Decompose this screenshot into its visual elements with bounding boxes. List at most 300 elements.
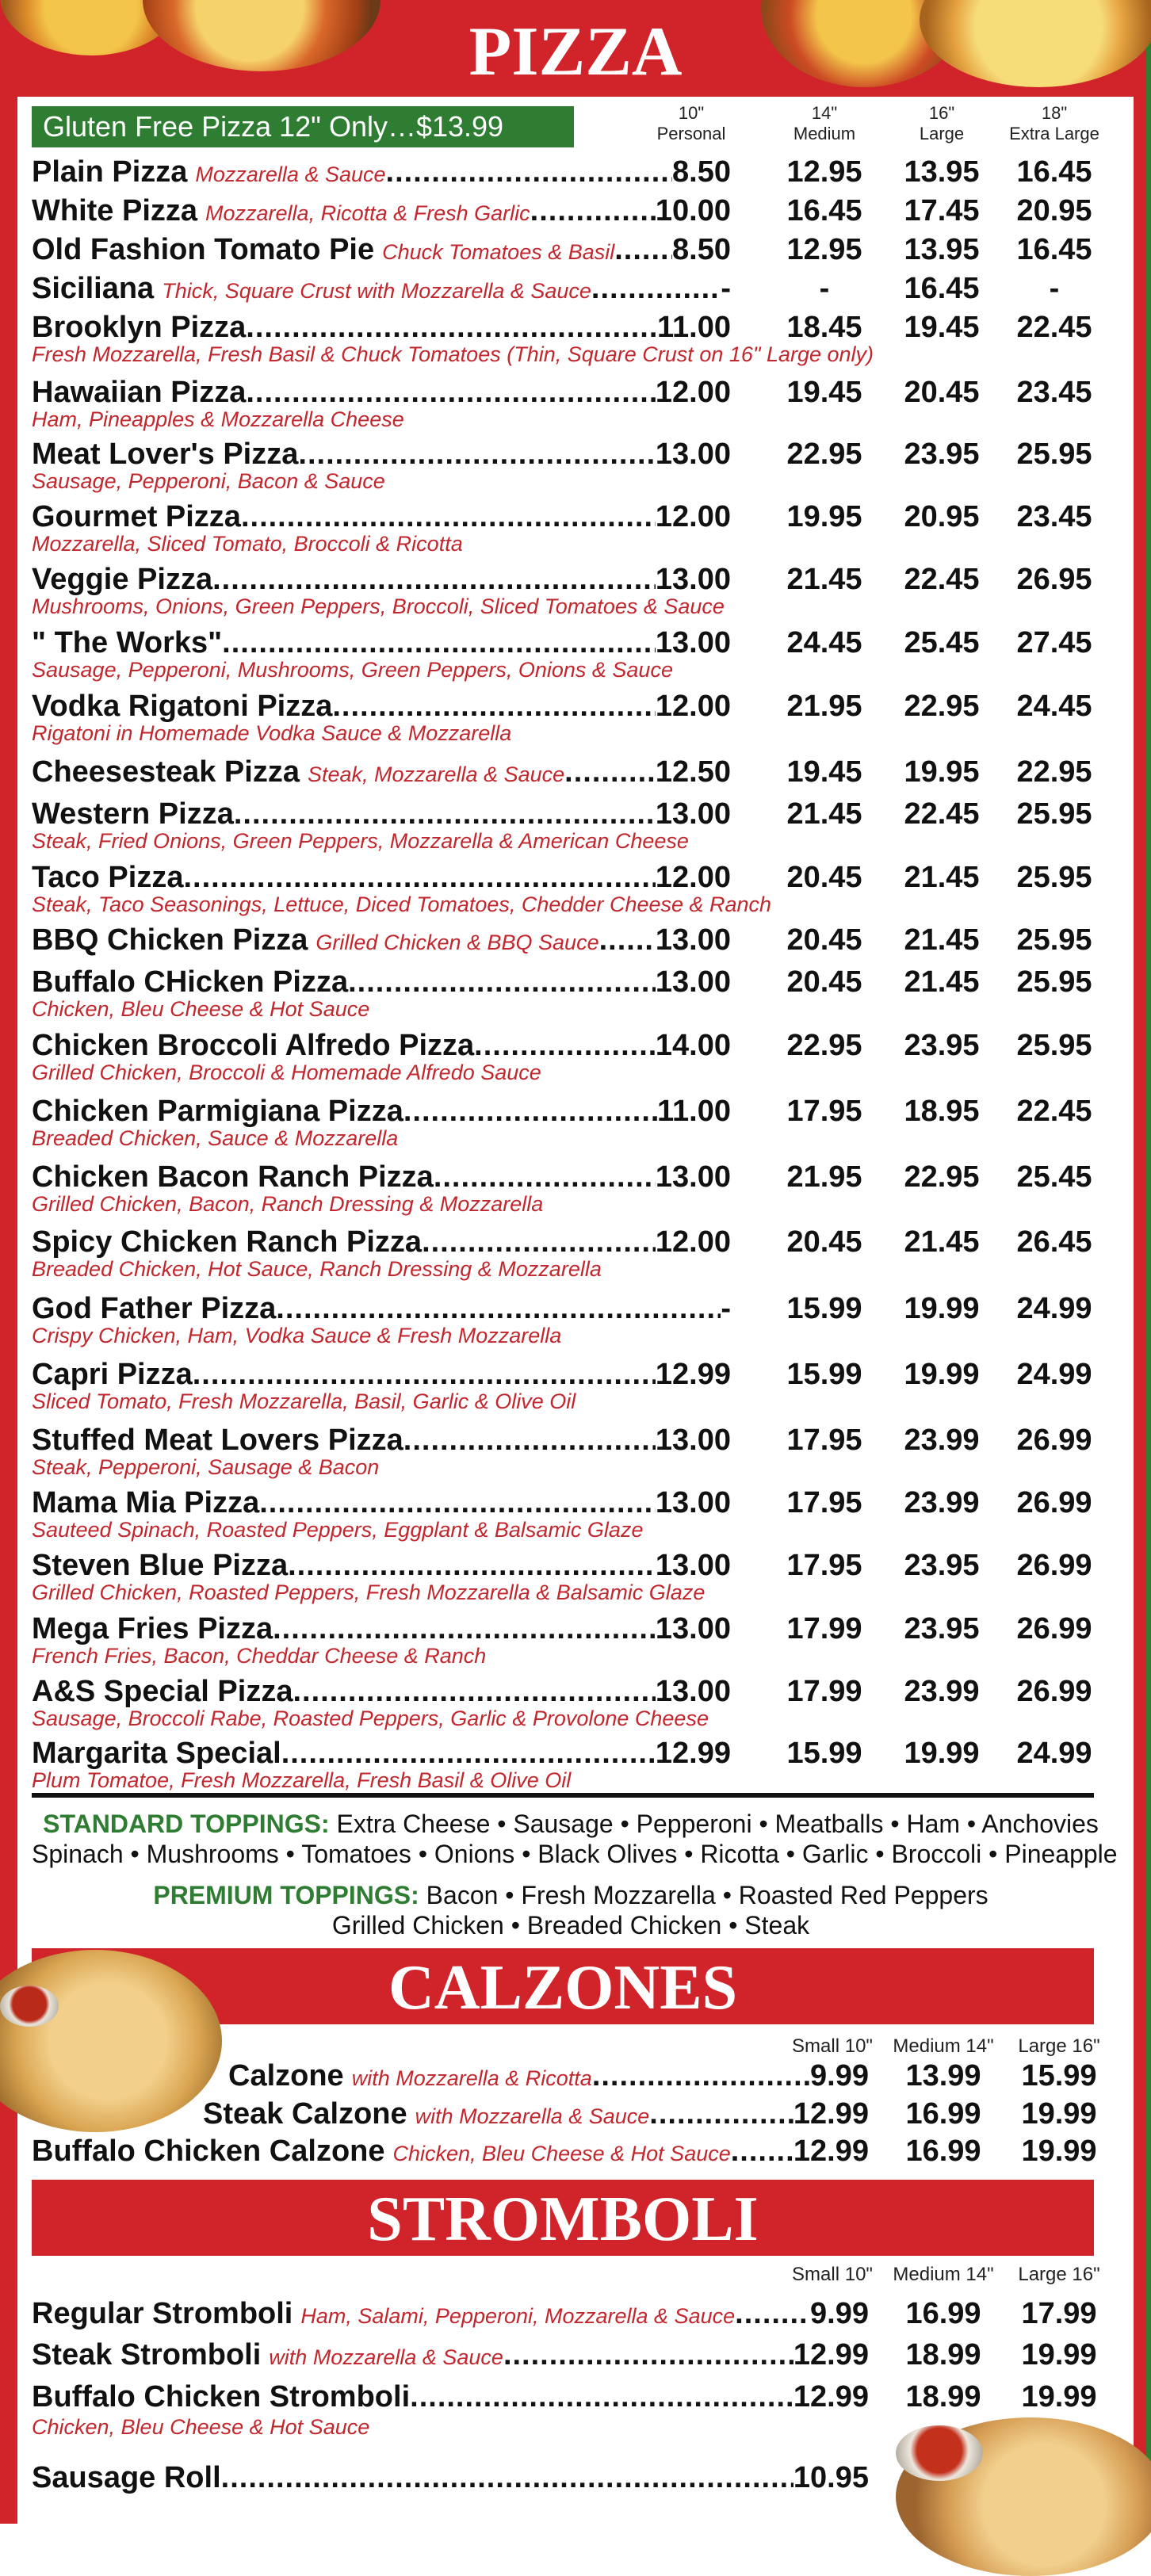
- menu-item-line: [32, 1486, 731, 1519]
- price-personal: 13.00: [655, 1675, 731, 1708]
- menu-item-line: [32, 797, 731, 831]
- price-personal: 13.00: [655, 1424, 731, 1457]
- price-medium: 15.99: [786, 1358, 862, 1391]
- price-medium: 22.95: [786, 438, 862, 471]
- menu-item-line: [32, 2380, 869, 2414]
- menu-item-line: [32, 861, 731, 894]
- price-large: 20.95: [904, 500, 980, 533]
- menu-item-name: White Pizza: [32, 194, 198, 227]
- menu-item-description: Grilled Chicken & BBQ Sauce: [315, 931, 599, 954]
- menu-item-line: [32, 1225, 731, 1259]
- price-large: 23.95: [904, 438, 980, 471]
- price-extra-large: 24.45: [1016, 690, 1092, 723]
- menu-item-description: Sauteed Spinach, Roasted Peppers, Eggplant & Balsamic Glaze: [32, 1518, 644, 1542]
- dot-leader: [222, 626, 656, 659]
- price-personal: 12.00: [655, 1225, 731, 1259]
- price-small: 12.99: [793, 2380, 869, 2414]
- menu-item-name: Sausage Roll: [32, 2461, 221, 2494]
- price-large: 15.99: [1021, 2059, 1097, 2093]
- menu-item-name: Steak Calzone: [203, 2097, 407, 2131]
- menu-item-description: Sausage, Broccoli Rabe, Roasted Peppers, Garlic & Provolone Cheese: [32, 1707, 709, 1730]
- price-medium: 19.45: [786, 755, 862, 789]
- menu-item-description: Chuck Tomatoes & Basil: [382, 240, 615, 264]
- menu-item-description: Ham, Salami, Pepperoni, Mozzarella & Sauce: [300, 2304, 736, 2328]
- price-large: 19.99: [1021, 2097, 1097, 2131]
- menu-item-name: Hawaiian Pizza: [32, 376, 247, 409]
- dot-leader: [234, 797, 656, 831]
- menu-item-name: Veggie Pizza: [32, 563, 213, 596]
- dot-leader: [614, 233, 672, 266]
- price-large: 19.45: [904, 311, 980, 344]
- menu-item-row: [32, 626, 1110, 659]
- price-large: 17.45: [904, 194, 980, 227]
- menu-item-name: Mega Fries Pizza: [32, 1612, 273, 1645]
- dot-leader: [212, 563, 656, 596]
- menu-item-line: [32, 233, 731, 266]
- dot-leader: [293, 1675, 655, 1708]
- price-large: 21.45: [904, 965, 980, 999]
- price-large: 19.99: [1021, 2338, 1097, 2372]
- dot-leader: [259, 1486, 656, 1519]
- size-label: Large: [919, 124, 965, 143]
- menu-item-name: Plain Pizza: [32, 155, 188, 189]
- price-small: 9.99: [810, 2297, 869, 2330]
- dot-leader: [276, 1292, 721, 1325]
- price-large: 22.95: [904, 690, 980, 723]
- price-extra-large: 25.45: [1016, 1160, 1092, 1194]
- menu-item-description: Rigatoni in Homemade Vodka Sauce & Mozzarella: [32, 721, 512, 745]
- standard-toppings: [32, 1809, 1110, 1839]
- size-inches: 18": [1041, 103, 1068, 123]
- menu-item-description: Chicken, Bleu Cheese & Hot Sauce: [392, 2142, 731, 2165]
- menu-item-name: Meat Lover's Pizza: [32, 438, 299, 471]
- menu-item-line: [32, 1029, 731, 1062]
- menu-item-row: [32, 690, 1110, 723]
- price-large: 23.99: [904, 1424, 980, 1457]
- price-medium: 17.95: [786, 1095, 862, 1128]
- menu-item-name: Taco Pizza: [32, 861, 184, 894]
- price-personal: 12.00: [655, 500, 731, 533]
- price-medium: 17.99: [786, 1675, 862, 1708]
- menu-item-name: Old Fashion Tomato Pie: [32, 233, 375, 266]
- dot-leader: [649, 2097, 793, 2131]
- price-personal: 13.00: [655, 1160, 731, 1194]
- menu-item-line: [32, 563, 731, 596]
- size-column-header: [761, 103, 888, 144]
- menu-item-line: [32, 194, 731, 227]
- dot-leader: [591, 272, 721, 305]
- price-large: 21.45: [904, 923, 980, 957]
- dot-leader: [564, 755, 656, 789]
- menu-item-line: [32, 1292, 731, 1325]
- price-personal: 12.00: [655, 861, 731, 894]
- price-large: 25.45: [904, 626, 980, 659]
- menu-item-line: [32, 1095, 731, 1128]
- menu-item-name: Western Pizza: [32, 797, 234, 831]
- menu-item-description: Chicken, Bleu Cheese & Hot Sauce: [32, 2415, 370, 2439]
- price-personal: 12.99: [655, 1358, 731, 1391]
- price-personal: 12.00: [655, 376, 731, 409]
- menu-item-description: Breaded Chicken, Hot Sauce, Ranch Dressing & Mozzarella: [32, 1257, 602, 1281]
- price-extra-large: 23.45: [1016, 500, 1092, 533]
- menu-item-line: [32, 311, 731, 344]
- section-divider: [32, 1793, 1094, 1798]
- dot-leader: [246, 311, 657, 344]
- menu-item-line: [32, 690, 731, 723]
- price-medium: 15.99: [786, 1737, 862, 1770]
- menu-item-line: [32, 1358, 731, 1391]
- price-personal: 13.00: [655, 1612, 731, 1645]
- price-personal: 13.00: [655, 563, 731, 596]
- menu-item-line: [32, 1160, 731, 1194]
- price-personal: 13.00: [655, 965, 731, 999]
- menu-item-line: [32, 155, 731, 189]
- menu-item-line: [203, 2097, 869, 2131]
- premium-toppings-list: Bacon • Fresh Mozzarella • Roasted Red Peppers: [426, 1881, 988, 1909]
- dot-leader: [410, 2380, 793, 2414]
- menu-item-description: Mozzarella, Ricotta & Fresh Garlic: [205, 201, 530, 225]
- menu-item-name: Gourmet Pizza: [32, 500, 241, 533]
- menu-item-row: [32, 155, 1110, 189]
- price-large: 19.99: [1021, 2135, 1097, 2168]
- price-medium: 21.95: [786, 690, 862, 723]
- price-personal: 11.00: [657, 311, 731, 344]
- size-column-header: [878, 103, 1005, 144]
- menu-item-row: [32, 1225, 1110, 1259]
- price-medium: 18.99: [905, 2338, 981, 2372]
- price-extra-large: 16.45: [1016, 233, 1092, 266]
- dot-leader: [474, 1029, 656, 1062]
- menu-item-row: [0, 2097, 1151, 2131]
- menu-item-line: [32, 500, 731, 533]
- dot-leader: [288, 1549, 656, 1582]
- size-inches: 10": [678, 103, 705, 123]
- price-small: 12.99: [793, 2135, 869, 2168]
- menu-item-description: Sliced Tomato, Fresh Mozzarella, Basil, Garlic & Olive Oil: [32, 1389, 576, 1413]
- size-column-header: [628, 103, 755, 144]
- price-extra-large: 27.45: [1016, 626, 1092, 659]
- dot-leader: [434, 1160, 656, 1194]
- menu-item-row: [32, 1675, 1110, 1708]
- menu-item-row: [32, 1358, 1110, 1391]
- price-medium: 17.95: [786, 1424, 862, 1457]
- menu-item-description: with Mozzarella & Sauce: [269, 2345, 503, 2369]
- price-extra-large: 26.99: [1016, 1675, 1092, 1708]
- menu-item-description: with Mozzarella & Ricotta: [351, 2066, 592, 2090]
- menu-item-row: [32, 1549, 1110, 1582]
- menu-item-row: [32, 233, 1110, 266]
- menu-item-name: Margarita Special: [32, 1737, 281, 1770]
- calzones-title: CALZONES: [388, 1953, 738, 2023]
- menu-item-name: Calzone: [228, 2059, 344, 2093]
- stromboli-title: STROMBOLI: [367, 2184, 759, 2254]
- price-medium: 19.95: [786, 500, 862, 533]
- premium-toppings-line2: Grilled Chicken • Breaded Chicken • Steak: [331, 1911, 810, 1940]
- price-large: 23.95: [904, 1549, 980, 1582]
- stromboli-banner: [32, 2180, 1094, 2256]
- price-large: 22.95: [904, 1160, 980, 1194]
- dot-leader: [403, 1095, 657, 1128]
- menu-item-name: " The Works": [32, 626, 223, 659]
- dot-leader: [599, 923, 656, 957]
- gluten-free-note: Gluten Free Pizza 12" Only…$13.99: [32, 106, 574, 147]
- menu-item-row: [32, 797, 1110, 831]
- sauce-cup-photo: [0, 1986, 59, 2027]
- menu-item-description: Steak, Fried Onions, Green Peppers, Mozzarella & American Cheese: [32, 829, 689, 853]
- menu-item-line: [32, 755, 731, 789]
- price-medium: 13.99: [905, 2059, 981, 2093]
- menu-item-row: [32, 272, 1110, 305]
- standard-toppings-line2: Spinach • Mushrooms • Tomatoes • Onions • Black Olives • Ricotta • Garlic • Broccoli • Pineapple: [32, 1840, 1118, 1868]
- price-large: 19.99: [904, 1292, 980, 1325]
- size-column-header: Large 16": [1018, 2035, 1100, 2057]
- menu-item-row: [32, 500, 1110, 533]
- menu-item-name: God Father Pizza: [32, 1292, 277, 1325]
- price-large: 19.99: [1021, 2380, 1097, 2414]
- dot-leader: [298, 438, 656, 471]
- dot-leader: [731, 2135, 793, 2168]
- price-personal: 8.50: [672, 233, 731, 266]
- price-large: 21.45: [904, 861, 980, 894]
- price-personal: 12.00: [655, 690, 731, 723]
- price-medium: 20.45: [786, 923, 862, 957]
- price-extra-large: 22.45: [1016, 311, 1092, 344]
- price-medium: 21.45: [786, 797, 862, 831]
- menu-item-name: A&S Special Pizza: [32, 1675, 293, 1708]
- price-personal: 13.00: [655, 438, 731, 471]
- dot-leader: [422, 1225, 656, 1259]
- menu-item-description: Sausage, Pepperoni, Mushrooms, Green Peppers, Onions & Sauce: [32, 658, 673, 682]
- menu-item-description: Mushrooms, Onions, Green Peppers, Broccoli, Sliced Tomatoes & Sauce: [32, 594, 725, 618]
- menu-item-name: Vodka Rigatoni Pizza: [32, 690, 333, 723]
- menu-item-line: [32, 965, 731, 999]
- price-medium: 17.99: [786, 1612, 862, 1645]
- size-label: Extra Large: [1009, 124, 1099, 143]
- menu-item-description: Breaded Chicken, Sauce & Mozzarella: [32, 1126, 399, 1150]
- price-medium: 15.99: [786, 1292, 862, 1325]
- size-column-header: Small 10": [792, 2264, 873, 2285]
- price-extra-large: 23.45: [1016, 376, 1092, 409]
- price-large: 20.45: [904, 376, 980, 409]
- price-large: 19.99: [904, 1358, 980, 1391]
- price-medium: 16.99: [905, 2297, 981, 2330]
- menu-item-line: [32, 272, 731, 305]
- price-extra-large: 24.99: [1016, 1358, 1092, 1391]
- menu-item-row: [32, 1486, 1110, 1519]
- price-medium: 16.99: [905, 2135, 981, 2168]
- menu-item-row: [0, 2135, 1151, 2168]
- price-medium: 12.95: [786, 233, 862, 266]
- menu-item-name: Steak Stromboli: [32, 2338, 262, 2372]
- menu-item-name: Capri Pizza: [32, 1358, 193, 1391]
- menu-item-row: [32, 1029, 1110, 1062]
- price-extra-large: 25.95: [1016, 965, 1092, 999]
- price-personal: 13.00: [655, 1486, 731, 1519]
- dot-leader: [530, 194, 656, 227]
- size-inches: 14": [811, 103, 838, 123]
- menu-item-row: [32, 861, 1110, 894]
- dot-leader: [241, 500, 656, 533]
- dot-leader: [193, 1358, 656, 1391]
- menu-item-row: [32, 755, 1110, 789]
- menu-item-description: with Mozzarella & Sauce: [415, 2104, 650, 2128]
- menu-item-row: [32, 1095, 1110, 1128]
- dot-leader: [735, 2297, 810, 2330]
- price-large: 23.99: [904, 1675, 980, 1708]
- menu-item-name: Chicken Parmigiana Pizza: [32, 1095, 403, 1128]
- premium-toppings-label: PREMIUM TOPPINGS:: [153, 1881, 419, 1909]
- price-extra-large: 24.99: [1016, 1292, 1092, 1325]
- price-medium: 18.45: [786, 311, 862, 344]
- price-extra-large: 25.95: [1016, 797, 1092, 831]
- menu-item-description: Fresh Mozzarella, Fresh Basil & Chuck Tomatoes (Thin, Square Crust on 16" Large only): [32, 342, 874, 366]
- pizza-title: PIZZA: [468, 13, 683, 90]
- menu-item-name: Buffalo Chicken Stromboli: [32, 2380, 411, 2414]
- size-column-header: [991, 103, 1118, 144]
- price-large: 22.45: [904, 563, 980, 596]
- menu-item-row: [32, 563, 1110, 596]
- menu-item-row: [32, 1160, 1110, 1194]
- menu-item-name: Steven Blue Pizza: [32, 1549, 289, 1582]
- price-extra-large: 26.99: [1016, 1424, 1092, 1457]
- menu-item-description: Thick, Square Crust with Mozzarella & Sauce: [162, 279, 591, 303]
- price-medium: 24.45: [786, 626, 862, 659]
- price-small: 10.95: [793, 2461, 869, 2494]
- price-personal: 10.00: [655, 194, 731, 227]
- menu-item-name: Cheesesteak Pizza: [32, 755, 300, 789]
- menu-item-description: Steak, Mozzarella & Sauce: [307, 762, 565, 786]
- price-medium: 17.95: [786, 1486, 862, 1519]
- price-small: 12.99: [793, 2338, 869, 2372]
- dot-leader: [403, 1424, 656, 1457]
- price-extra-large: 26.99: [1016, 1612, 1092, 1645]
- price-medium: 16.45: [786, 194, 862, 227]
- menu-item-description: Mozzarella, Sliced Tomato, Broccoli & Ricotta: [32, 532, 463, 556]
- menu-item-row: [32, 1737, 1110, 1770]
- price-medium: 22.95: [786, 1029, 862, 1062]
- price-medium: 12.95: [786, 155, 862, 189]
- price-medium: 19.45: [786, 376, 862, 409]
- price-extra-large: 26.99: [1016, 1486, 1092, 1519]
- price-personal: -: [721, 1292, 731, 1325]
- price-large: 23.95: [904, 1612, 980, 1645]
- menu-item-name: BBQ Chicken Pizza: [32, 923, 308, 957]
- menu-item-name: Chicken Bacon Ranch Pizza: [32, 1160, 434, 1194]
- menu-item-name: Siciliana: [32, 272, 155, 305]
- price-extra-large: 24.99: [1016, 1737, 1092, 1770]
- menu-item-line: [32, 376, 731, 409]
- price-large: 18.95: [904, 1095, 980, 1128]
- size-column-header: Small 10": [792, 2035, 873, 2057]
- menu-item-row: [32, 965, 1110, 999]
- sauce-cup-photo: [896, 2425, 983, 2481]
- price-extra-large: 26.45: [1016, 1225, 1092, 1259]
- menu-item-row: [32, 311, 1110, 344]
- menu-item-line: [32, 2135, 869, 2168]
- price-medium: 20.45: [786, 1225, 862, 1259]
- menu-item-name: Buffalo CHicken Pizza: [32, 965, 349, 999]
- price-large: 21.45: [904, 1225, 980, 1259]
- price-extra-large: 22.95: [1016, 755, 1092, 789]
- price-personal: 11.00: [657, 1095, 731, 1128]
- price-extra-large: 16.45: [1016, 155, 1092, 189]
- menu-item-description: Mozzarella & Sauce: [195, 162, 386, 186]
- menu-item-line: [32, 438, 731, 471]
- price-medium: 21.45: [786, 563, 862, 596]
- menu-item-description: Grilled Chicken, Broccoli & Homemade Alfredo Sauce: [32, 1061, 541, 1084]
- price-personal: 12.99: [655, 1737, 731, 1770]
- price-large: 17.99: [1021, 2297, 1097, 2330]
- menu-item-row: [32, 1612, 1110, 1645]
- dot-leader: [386, 155, 673, 189]
- menu-item-line: [32, 923, 731, 957]
- price-medium: 17.95: [786, 1549, 862, 1582]
- menu-item-line: [32, 1737, 731, 1770]
- price-medium: -: [819, 272, 830, 305]
- menu-item-description: Steak, Pepperoni, Sausage & Bacon: [32, 1455, 380, 1479]
- menu-item-name: Stuffed Meat Lovers Pizza: [32, 1424, 403, 1457]
- dot-leader: [592, 2059, 810, 2093]
- menu-item-name: Brooklyn Pizza: [32, 311, 247, 344]
- menu-item-description: French Fries, Bacon, Cheddar Cheese & Ranch: [32, 1644, 487, 1668]
- price-extra-large: 25.95: [1016, 1029, 1092, 1062]
- menu-item-description: Chicken, Bleu Cheese & Hot Sauce: [32, 997, 370, 1021]
- menu-item-description: Sausage, Pepperoni, Bacon & Sauce: [32, 469, 385, 493]
- menu-item-description: Plum Tomatoe, Fresh Mozzarella, Fresh Basil & Olive Oil: [32, 1768, 572, 1792]
- price-large: 23.99: [904, 1486, 980, 1519]
- dot-leader: [281, 1737, 656, 1770]
- price-small: 12.99: [793, 2097, 869, 2131]
- price-extra-large: 25.95: [1016, 438, 1092, 471]
- menu-item-name: Chicken Broccoli Alfredo Pizza: [32, 1029, 475, 1062]
- menu-item-row: [32, 1424, 1110, 1457]
- menu-item-row: [0, 2059, 1151, 2093]
- menu-item-line: [32, 1549, 731, 1582]
- menu-item-description: Grilled Chicken, Bacon, Ranch Dressing & Mozzarella: [32, 1192, 544, 1216]
- size-label: Personal: [656, 124, 726, 143]
- price-medium: 20.45: [786, 861, 862, 894]
- size-inches: 16": [928, 103, 955, 123]
- price-personal: 14.00: [655, 1029, 731, 1062]
- menu-item-row: [32, 194, 1110, 227]
- menu-item-name: Mama Mia Pizza: [32, 1486, 260, 1519]
- dot-leader: [348, 965, 656, 999]
- menu-item-line: [32, 1424, 731, 1457]
- price-extra-large: 25.95: [1016, 861, 1092, 894]
- price-large: 13.95: [904, 233, 980, 266]
- dot-leader: [246, 376, 656, 409]
- price-medium: 20.45: [786, 965, 862, 999]
- price-large: 22.45: [904, 797, 980, 831]
- price-extra-large: 20.95: [1016, 194, 1092, 227]
- price-personal: 13.00: [655, 923, 731, 957]
- price-medium: 16.99: [905, 2097, 981, 2131]
- price-large: 19.99: [904, 1737, 980, 1770]
- menu-item-line: [32, 2338, 869, 2372]
- price-personal: 12.50: [655, 755, 731, 789]
- standard-toppings-list: Extra Cheese • Sausage • Pepperoni • Meatballs • Ham • Anchovies: [336, 1810, 1099, 1838]
- menu-item-row: [0, 2338, 1151, 2372]
- menu-item-description: Steak, Taco Seasonings, Lettuce, Diced Tomatoes, Chedder Cheese & Ranch: [32, 892, 772, 916]
- menu-item-description: Crispy Chicken, Ham, Vodka Sauce & Fresh Mozzarella: [32, 1324, 562, 1347]
- menu-item-line: [32, 2297, 869, 2330]
- menu-item-name: Spicy Chicken Ranch Pizza: [32, 1225, 423, 1259]
- dot-leader: [273, 1612, 656, 1645]
- dot-leader: [221, 2461, 793, 2494]
- size-column-header: Large 16": [1018, 2264, 1100, 2285]
- price-large: 16.45: [904, 272, 980, 305]
- price-extra-large: -: [1049, 272, 1060, 305]
